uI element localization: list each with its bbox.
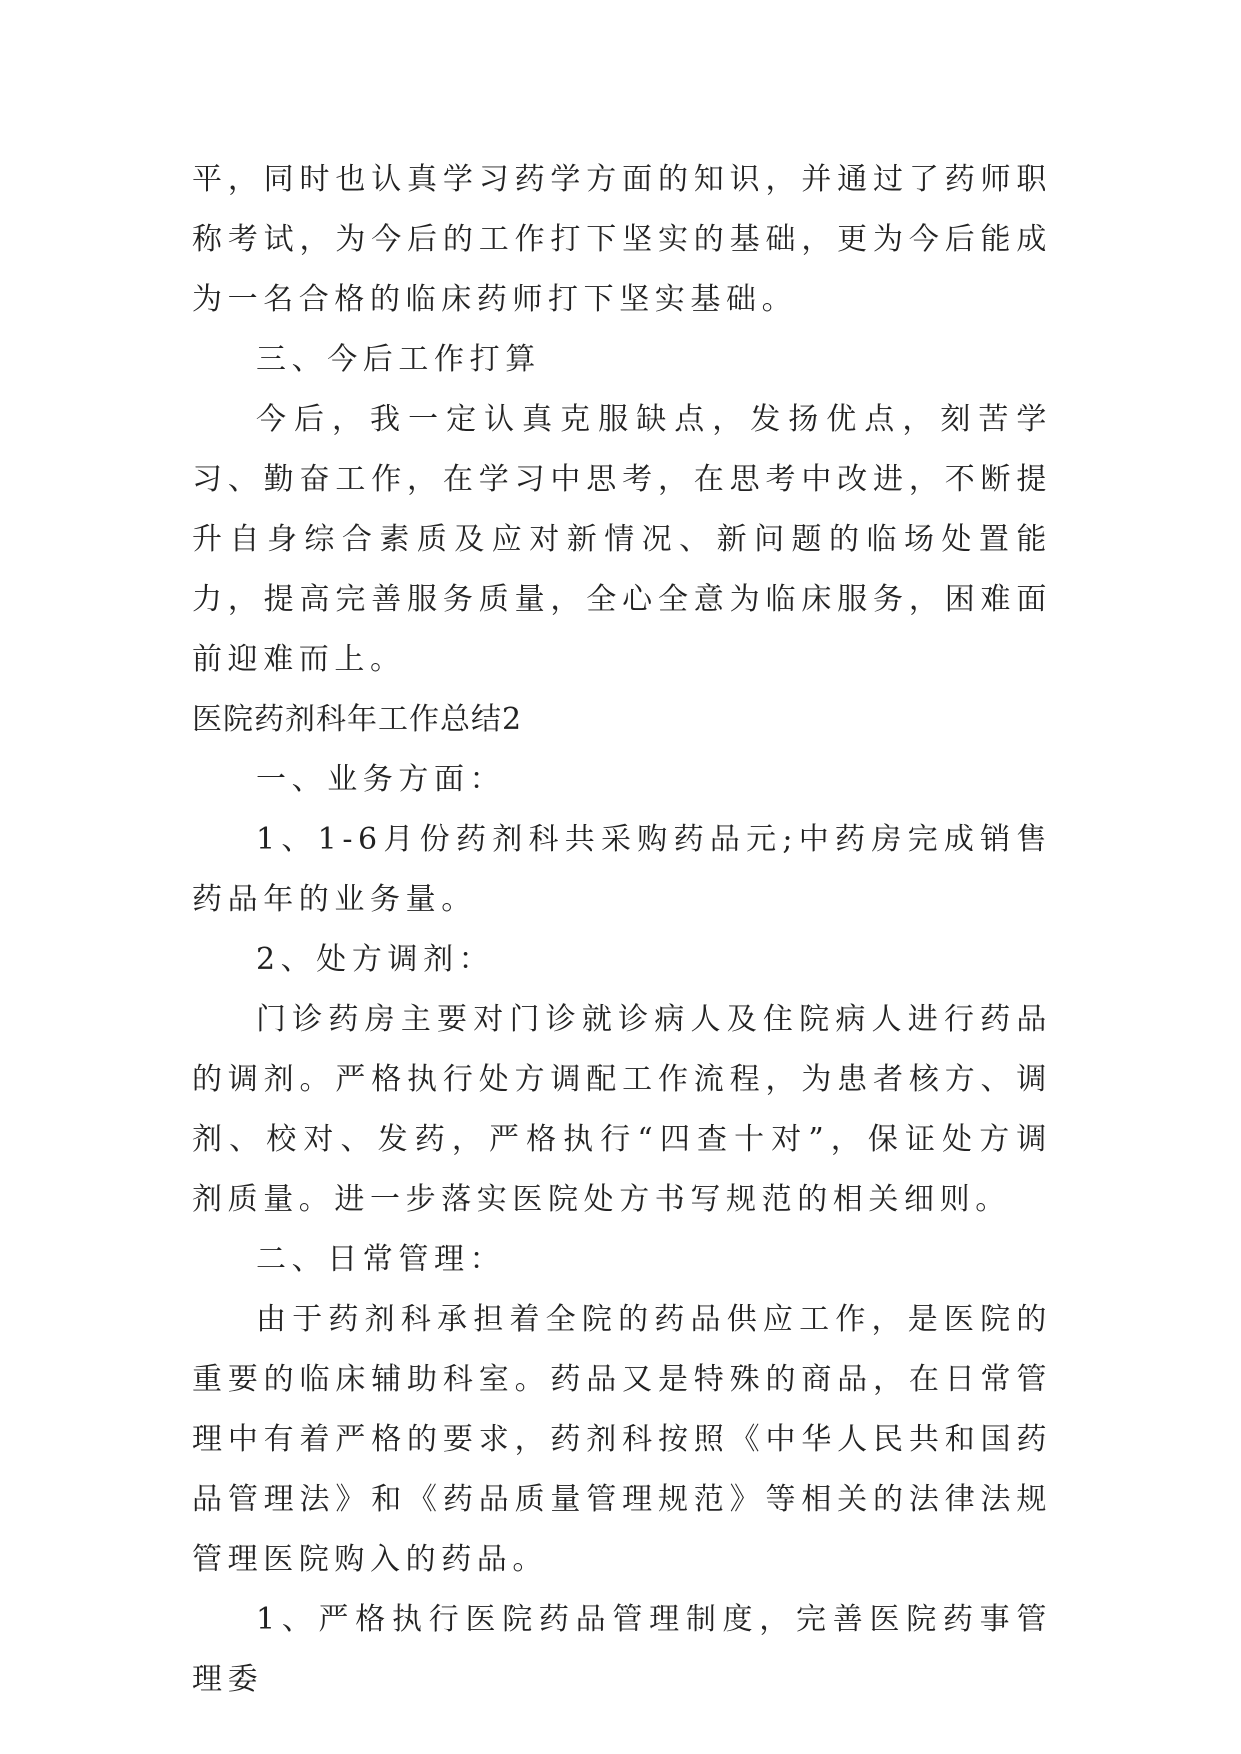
paragraph-future-plans: 今后，我一定认真克服缺点，发扬优点，刻苦学习、勤奋工作，在学习中思考，在思考中改进，不断提升自身综合素质及应对新情况、新问题的临场处置能力，提高完善服务质量，全心全意为临床服务，困难面前迎难而上。 bbox=[192, 402, 1052, 677]
section-heading-business: 一、业务方面： bbox=[256, 762, 506, 797]
paragraph-pharmacy-dispensing: 门诊药房主要对门诊就诊病人及住院病人进行药品的调剂。严格执行处方调配工作流程，为患者核方、调剂、校对、发药，严格执行“四查十对”，保证处方调剂质量。进一步落实医院处方书写规范的相关细则。 bbox=[192, 1002, 1052, 1217]
paragraph-management-system: 1、严格执行医院药品管理制度，完善医院药事管理委 bbox=[192, 1602, 1052, 1697]
section-heading-future-plans: 三、今后工作打算 bbox=[256, 342, 541, 377]
document-page bbox=[192, 150, 1052, 1710]
subheading-prescription-dispensing: 2、处方调剂： bbox=[256, 942, 495, 977]
paragraph-procurement: 1、1-6月份药剂科共采购药品元;中药房完成销售药品年的业务量。 bbox=[192, 822, 1052, 917]
document-title-summary-2: 医院药剂科年工作总结2 bbox=[192, 702, 523, 737]
section-heading-daily-management: 二、日常管理： bbox=[256, 1242, 506, 1277]
paragraph-continuation: 平，同时也认真学习药学方面的知识，并通过了药师职称考试，为今后的工作打下坚实的基础，更为今后能成为一名合格的临床药师打下坚实基础。 bbox=[192, 162, 1052, 317]
paragraph-drug-supply: 由于药剂科承担着全院的药品供应工作，是医院的重要的临床辅助科室。药品又是特殊的商品，在日常管理中有着严格的要求，药剂科按照《中华人民共和国药品管理法》和《药品质量管理规范》等相关的法律法规管理医院购入的药品。 bbox=[192, 1302, 1052, 1577]
